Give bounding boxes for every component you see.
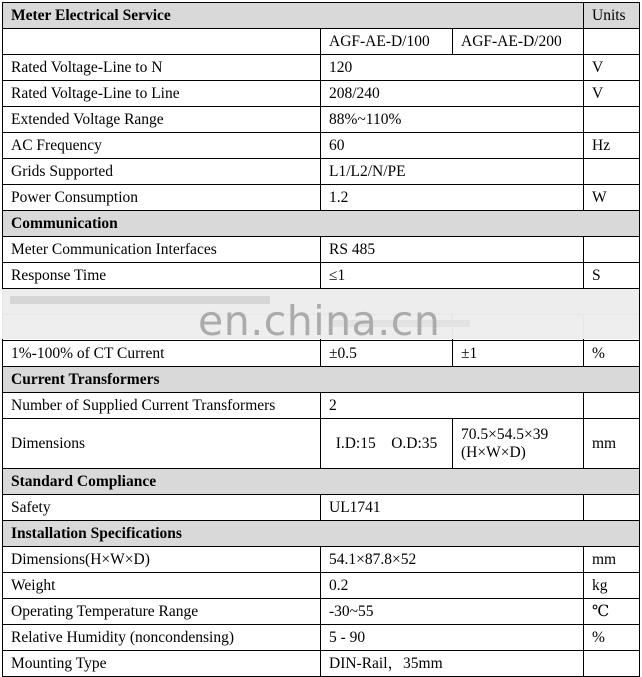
table-row [3,573,640,599]
row-label: Extended Voltage Range [3,107,321,133]
row-unit: S [584,263,640,289]
row-unit: % [584,625,640,651]
row-unit: W [584,185,640,211]
row-unit: mm [584,547,640,573]
section-header-current-transformers [3,367,640,393]
row-label: Meter Communication Interfaces [3,237,321,263]
row-value: 0.2 [321,573,584,599]
table-row [3,599,640,625]
row-label: Mounting Type [3,651,321,677]
row-label: Dimensions(H×W×D) [3,547,321,573]
row-value: RS 485 [321,237,584,263]
row-value: 120 [321,55,584,81]
table-row [3,159,640,185]
row-value: 1.2 [321,185,584,211]
model-agf-ae-d-200: AGF-AE-D/200 [453,29,584,55]
section-title-current-transformers: Current Transformers [3,367,640,393]
row-value: -30~55 [321,599,584,625]
row-unit: % [584,341,640,367]
row-value-model-100: ±0.5 [321,341,453,367]
row-value: DIN-Rail，35mm [321,651,584,677]
row-label: Rated Voltage-Line to Line [3,81,321,107]
section-title-standard-compliance: Standard Compliance [3,469,640,495]
row-label: Weight [3,573,321,599]
row-label: Grids Supported [3,159,321,185]
table-row [3,419,640,469]
table-row [3,625,640,651]
row-unit: V [584,55,640,81]
model-row [3,29,640,55]
row-value: 54.1×87.8×52 [321,547,584,573]
row-unit: kg [584,573,640,599]
row-unit: ℃ [584,599,640,625]
table-row [3,237,640,263]
model-row-unit-blank [584,29,640,55]
section-header-communication [3,211,640,237]
section-header-electrical [3,3,640,29]
table-row [3,107,640,133]
table-row [3,393,640,419]
row-value: ≤1 [321,263,584,289]
row-value: L1/L2/N/PE [321,159,584,185]
row-label: Safety [3,495,321,521]
watermark-text: en.china.cn [198,297,441,345]
row-label: Relative Humidity (noncondensing) [3,625,321,651]
table-row [3,81,640,107]
row-value-model-200: ±1 [453,341,584,367]
row-unit: V [584,81,640,107]
row-label: Dimensions [3,419,321,469]
table-row [3,55,640,81]
row-value-model-100: I.D:15 O.D:35 [321,419,453,469]
table-row [3,133,640,159]
table-row [3,263,640,289]
table-row [3,651,640,677]
row-label: Rated Voltage-Line to N [3,55,321,81]
table-row [3,185,640,211]
row-label: 1%-100% of CT Current [3,341,321,367]
row-label: Power Consumption [3,185,321,211]
model-row-blank [3,29,321,55]
row-value: UL1741 [321,495,584,521]
row-label: Number of Supplied Current Transformers [3,393,321,419]
row-unit [584,237,640,263]
row-unit [584,107,640,133]
row-unit [584,393,640,419]
section-header-standard-compliance [3,469,640,495]
row-unit [584,651,640,677]
row-value: 88%~110% [321,107,584,133]
row-label: Operating Temperature Range [3,599,321,625]
row-unit: mm [584,419,640,469]
section-title-electrical: Meter Electrical Service [3,3,584,29]
section-title-installation: Installation Specifications [3,521,640,547]
row-unit: Hz [584,133,640,159]
row-value-model-200: 70.5×54.5×39 (H×W×D) [453,419,584,469]
row-value: 60 [321,133,584,159]
row-unit [584,495,640,521]
row-label: Response Time [3,263,321,289]
model-agf-ae-d-100: AGF-AE-D/100 [321,29,453,55]
row-value: 2 [321,393,584,419]
row-unit [584,159,640,185]
section-header-installation [3,521,640,547]
section-title-communication: Communication [3,211,640,237]
table-row [3,547,640,573]
table-row [3,495,640,521]
row-value: 208/240 [321,81,584,107]
row-label: AC Frequency [3,133,321,159]
row-value: 5 - 90 [321,625,584,651]
units-header: Units [584,3,640,29]
